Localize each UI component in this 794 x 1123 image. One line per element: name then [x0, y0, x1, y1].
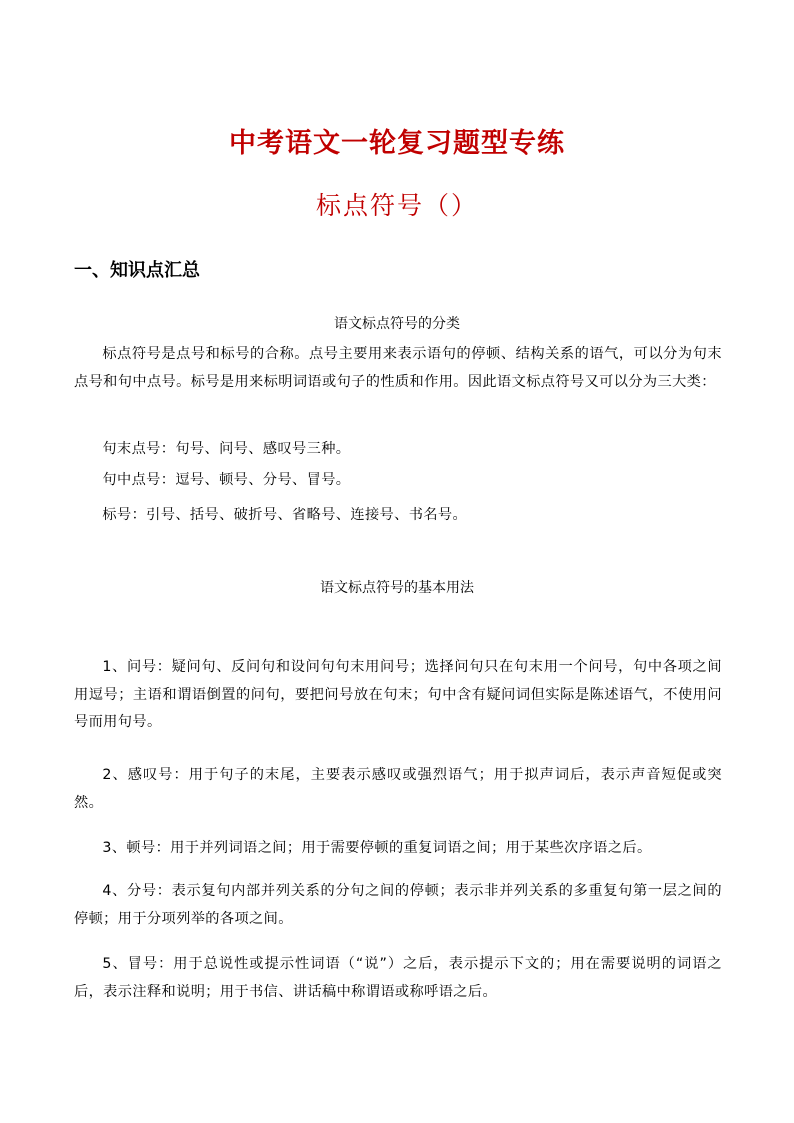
classification-item: 句中点号：逗号、顿号、分号、冒号。 — [102, 472, 351, 488]
classification-intro: 标点符号是点号和标号的合称。点号主要用来表示语句的停顿、结构关系的语气，可以分为句末点号和句中点号。标号是用来标明词语或句子的性质和作用。因此语文标点符号又可以分为三大类： — [74, 346, 722, 390]
classification-item: 标号：引号、括号、破折号、省略号、连接号、书名号。 — [102, 507, 468, 523]
classification-item: 句末点号：句号、问号、感叹号三种。 — [102, 441, 351, 457]
section-heading: 一、知识点汇总 — [74, 260, 200, 281]
usage-item: 5、冒号：用于总说性或提示性词语（“说”）之后，表示提示下文的；用在需要说明的词语之后，表示注释和说明；用于书信、讲话稿中称谓语或称呼语之后。 — [74, 956, 722, 1000]
usage-item: 4、分号：表示复句内部并列关系的分句之间的停顿；表示非并列关系的多重复句第一层之间的停顿；用于分项列举的各项之间。 — [74, 883, 722, 927]
classification-heading: 语文标点符号的分类 — [334, 316, 460, 332]
document-title: 中考语文一轮复习题型专练 — [229, 128, 565, 159]
usage-heading: 语文标点符号的基本用法 — [320, 580, 474, 596]
usage-item: 2、感叹号：用于句子的末尾，主要表示感叹或强烈语气；用于拟声词后，表示声音短促或突然。 — [74, 767, 722, 811]
usage-item: 3、顿号：用于并列词语之间；用于需要停顿的重复词语之间；用于某些次序语之后。 — [102, 840, 652, 856]
document-subtitle: 标点符号（） — [315, 191, 478, 220]
usage-item: 1、问号：疑问句、反问句和设问句句末用问号；选择问句只在句末用一个问号，句中各项之间用逗号；主语和谓语倒置的问句，要把问号放在句末；句中含有疑问词但实际是陈述语气，不使用问号而用句号。 — [74, 659, 722, 730]
